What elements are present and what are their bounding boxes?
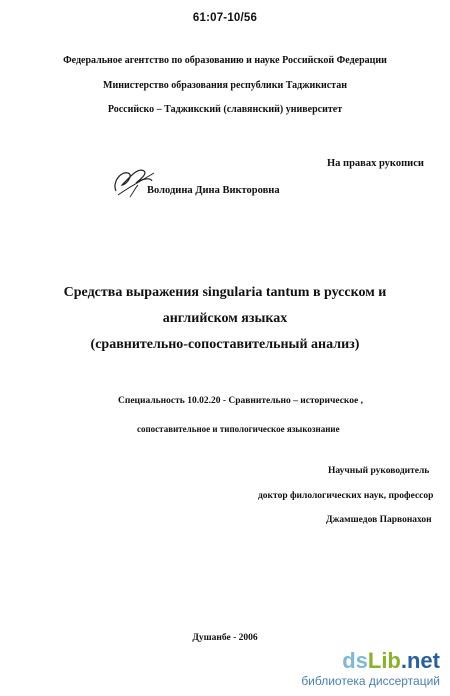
watermark (301, 649, 440, 688)
thesis-title-line-2: английском языках (162, 311, 288, 326)
watermark-logo: dsLib.net (342, 648, 440, 673)
supervisor-role: Научный руководитель (328, 466, 430, 476)
supervisor-name: Джамшедов Парвонахон (326, 515, 432, 525)
specialty-line-2: сопоставительное и типологическое языкознание (137, 424, 340, 434)
specialty-line-1: Специальность 10.02.20 - Сравнительно – историческое , (118, 396, 363, 406)
author-name: Володина Дина Викторовна (147, 185, 280, 196)
organization-ministry: Министерство образования республики Таджикистан (103, 80, 347, 91)
thesis-title-line-3: (сравнительно-сопоставительный анализ) (90, 337, 360, 352)
rights-notice: На правах рукописи (327, 158, 424, 169)
thesis-title-line-1: Средства выражения singularia tantum в русском и (63, 285, 387, 300)
catalog-number: 61:07-10/56 (192, 12, 258, 24)
organization-university: Российско – Таджикский (славянский) университет (107, 104, 343, 115)
supervisor-degree: доктор филологических наук, профессор (258, 491, 434, 501)
organization-agency: Федеральное агентство по образованию и науке Российской Федерации (63, 55, 387, 66)
city-year: Душанбе - 2006 (192, 633, 258, 643)
watermark-subtitle: библиотека диссертаций (301, 674, 440, 688)
